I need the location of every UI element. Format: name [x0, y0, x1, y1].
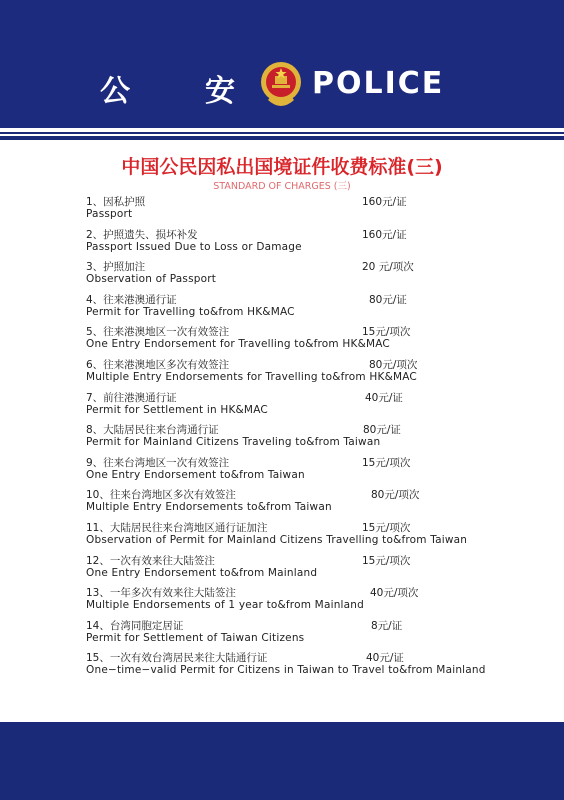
charge-item-fee: 40元/证 — [366, 652, 404, 665]
charge-item-fee: 80元/项次 — [371, 489, 420, 502]
charge-item-en: Passport — [86, 208, 133, 220]
charge-item — [86, 455, 556, 488]
charge-item — [86, 194, 556, 227]
page-title: 中国公民因私出国境证件收费标准(三) — [121, 156, 443, 178]
charge-item-fee: 15元/项次 — [362, 554, 411, 567]
charge-item-fee: 160元/证 — [362, 196, 407, 208]
charge-item-cn: 8、大陆居民往来台湾通行证 — [86, 424, 219, 437]
charge-item-en: One−time−valid Permit for Citizens in Taiwan to Travel to&from Mainland — [86, 664, 486, 677]
charge-item-cn: 15、一次有效台湾居民来往大陆通行证 — [86, 652, 268, 665]
header-title-en: POLICE — [312, 66, 445, 101]
charge-item-en: Multiple Endorsements of 1 year to&from Mainland — [86, 599, 365, 612]
charge-item-en: Permit for Travelling to&from HK&MAC — [86, 305, 295, 318]
charge-item-cn: 1、因私护照 — [86, 196, 146, 208]
charge-item — [86, 324, 556, 357]
charge-item — [86, 422, 556, 455]
charge-item-en: Multiple Entry Endorsements to&from Taiwan — [86, 501, 332, 514]
charge-item-en: Permit for Settlement in HK&MAC — [86, 403, 268, 416]
charge-item — [86, 390, 556, 423]
police-emblem-icon — [258, 60, 304, 110]
charge-item — [86, 357, 556, 390]
charge-item-en: Observation of Permit for Mainland Citizens Travelling to&from Taiwan — [86, 533, 468, 546]
header-title-cn-1: 公 — [100, 74, 132, 109]
page-subtitle: STANDARD OF CHARGES (三) — [213, 181, 351, 192]
charge-item-cn: 2、护照遗失、损坏补发 — [86, 228, 198, 241]
charge-item-cn: 14、台湾同胞定居证 — [86, 619, 184, 632]
charge-item-fee: 8元/证 — [371, 619, 403, 632]
charge-item-fee: 80元/证 — [369, 293, 407, 306]
header-title — [0, 58, 564, 114]
charge-item-cn: 13、一年多次有效来往大陆签注 — [86, 587, 236, 600]
charge-item-fee: 40元/证 — [365, 391, 403, 404]
charge-item-en: Passport Issued Due to Loss or Damage — [86, 240, 302, 253]
header-title-cn-2: 安 — [205, 74, 235, 109]
charge-item-en: Observation of Passport — [86, 273, 217, 286]
charge-item-cn: 12、一次有效来往大陆签注 — [86, 554, 215, 567]
charge-item — [86, 487, 556, 520]
charge-item-fee: 20 元/项次 — [362, 261, 414, 274]
charge-item — [86, 520, 556, 553]
charge-item-cn: 6、往来港澳地区多次有效签注 — [86, 358, 230, 371]
charge-item-en: Permit for Mainland Citizens Traveling to&from Taiwan — [86, 436, 381, 449]
charges-list — [86, 194, 556, 683]
charge-item — [86, 227, 556, 260]
charge-item-en: One Entry Endorsement to&from Taiwan — [86, 468, 305, 481]
charge-item-cn: 3、护照加注 — [86, 261, 146, 274]
charge-item-cn: 11、大陆居民往来台湾地区通行证加注 — [86, 521, 268, 534]
charge-item-en: One Entry Endorsement for Travelling to&from HK&MAC — [86, 338, 390, 351]
charge-item — [86, 553, 556, 586]
charge-item — [86, 618, 556, 651]
header-banner — [0, 0, 564, 132]
charge-item-en: Multiple Entry Endorsements for Travelling to&from HK&MAC — [86, 370, 417, 383]
charge-item-cn: 5、往来港澳地区一次有效签注 — [86, 326, 230, 339]
charge-item — [86, 650, 556, 683]
footer-banner — [0, 722, 564, 800]
charge-item-cn: 10、往来台湾地区多次有效签注 — [86, 489, 236, 502]
charge-item-fee: 15元/项次 — [362, 326, 411, 339]
charge-item — [86, 585, 556, 618]
charge-item-fee: 160元/证 — [362, 228, 407, 241]
header-divider-thin — [0, 134, 564, 136]
header-divider — [0, 128, 564, 132]
charge-item-en: Permit for Settlement of Taiwan Citizens — [86, 631, 305, 644]
charge-item-fee: 80元/项次 — [369, 358, 418, 371]
charge-item-fee: 80元/证 — [363, 424, 401, 437]
charge-item-cn: 4、往来港澳通行证 — [86, 293, 177, 306]
charge-item-fee: 15元/项次 — [362, 521, 411, 534]
charge-item-cn: 9、往来台湾地区一次有效签注 — [86, 456, 230, 469]
charge-item — [86, 259, 556, 292]
charge-item — [86, 292, 556, 325]
charge-item-cn: 7、前往港澳通行证 — [86, 391, 177, 404]
charge-item-en: One Entry Endorsement to&from Mainland — [86, 566, 318, 579]
charges-panel — [0, 140, 564, 722]
charge-item-fee: 15元/项次 — [362, 456, 411, 469]
charge-item-fee: 40元/项次 — [370, 587, 419, 600]
